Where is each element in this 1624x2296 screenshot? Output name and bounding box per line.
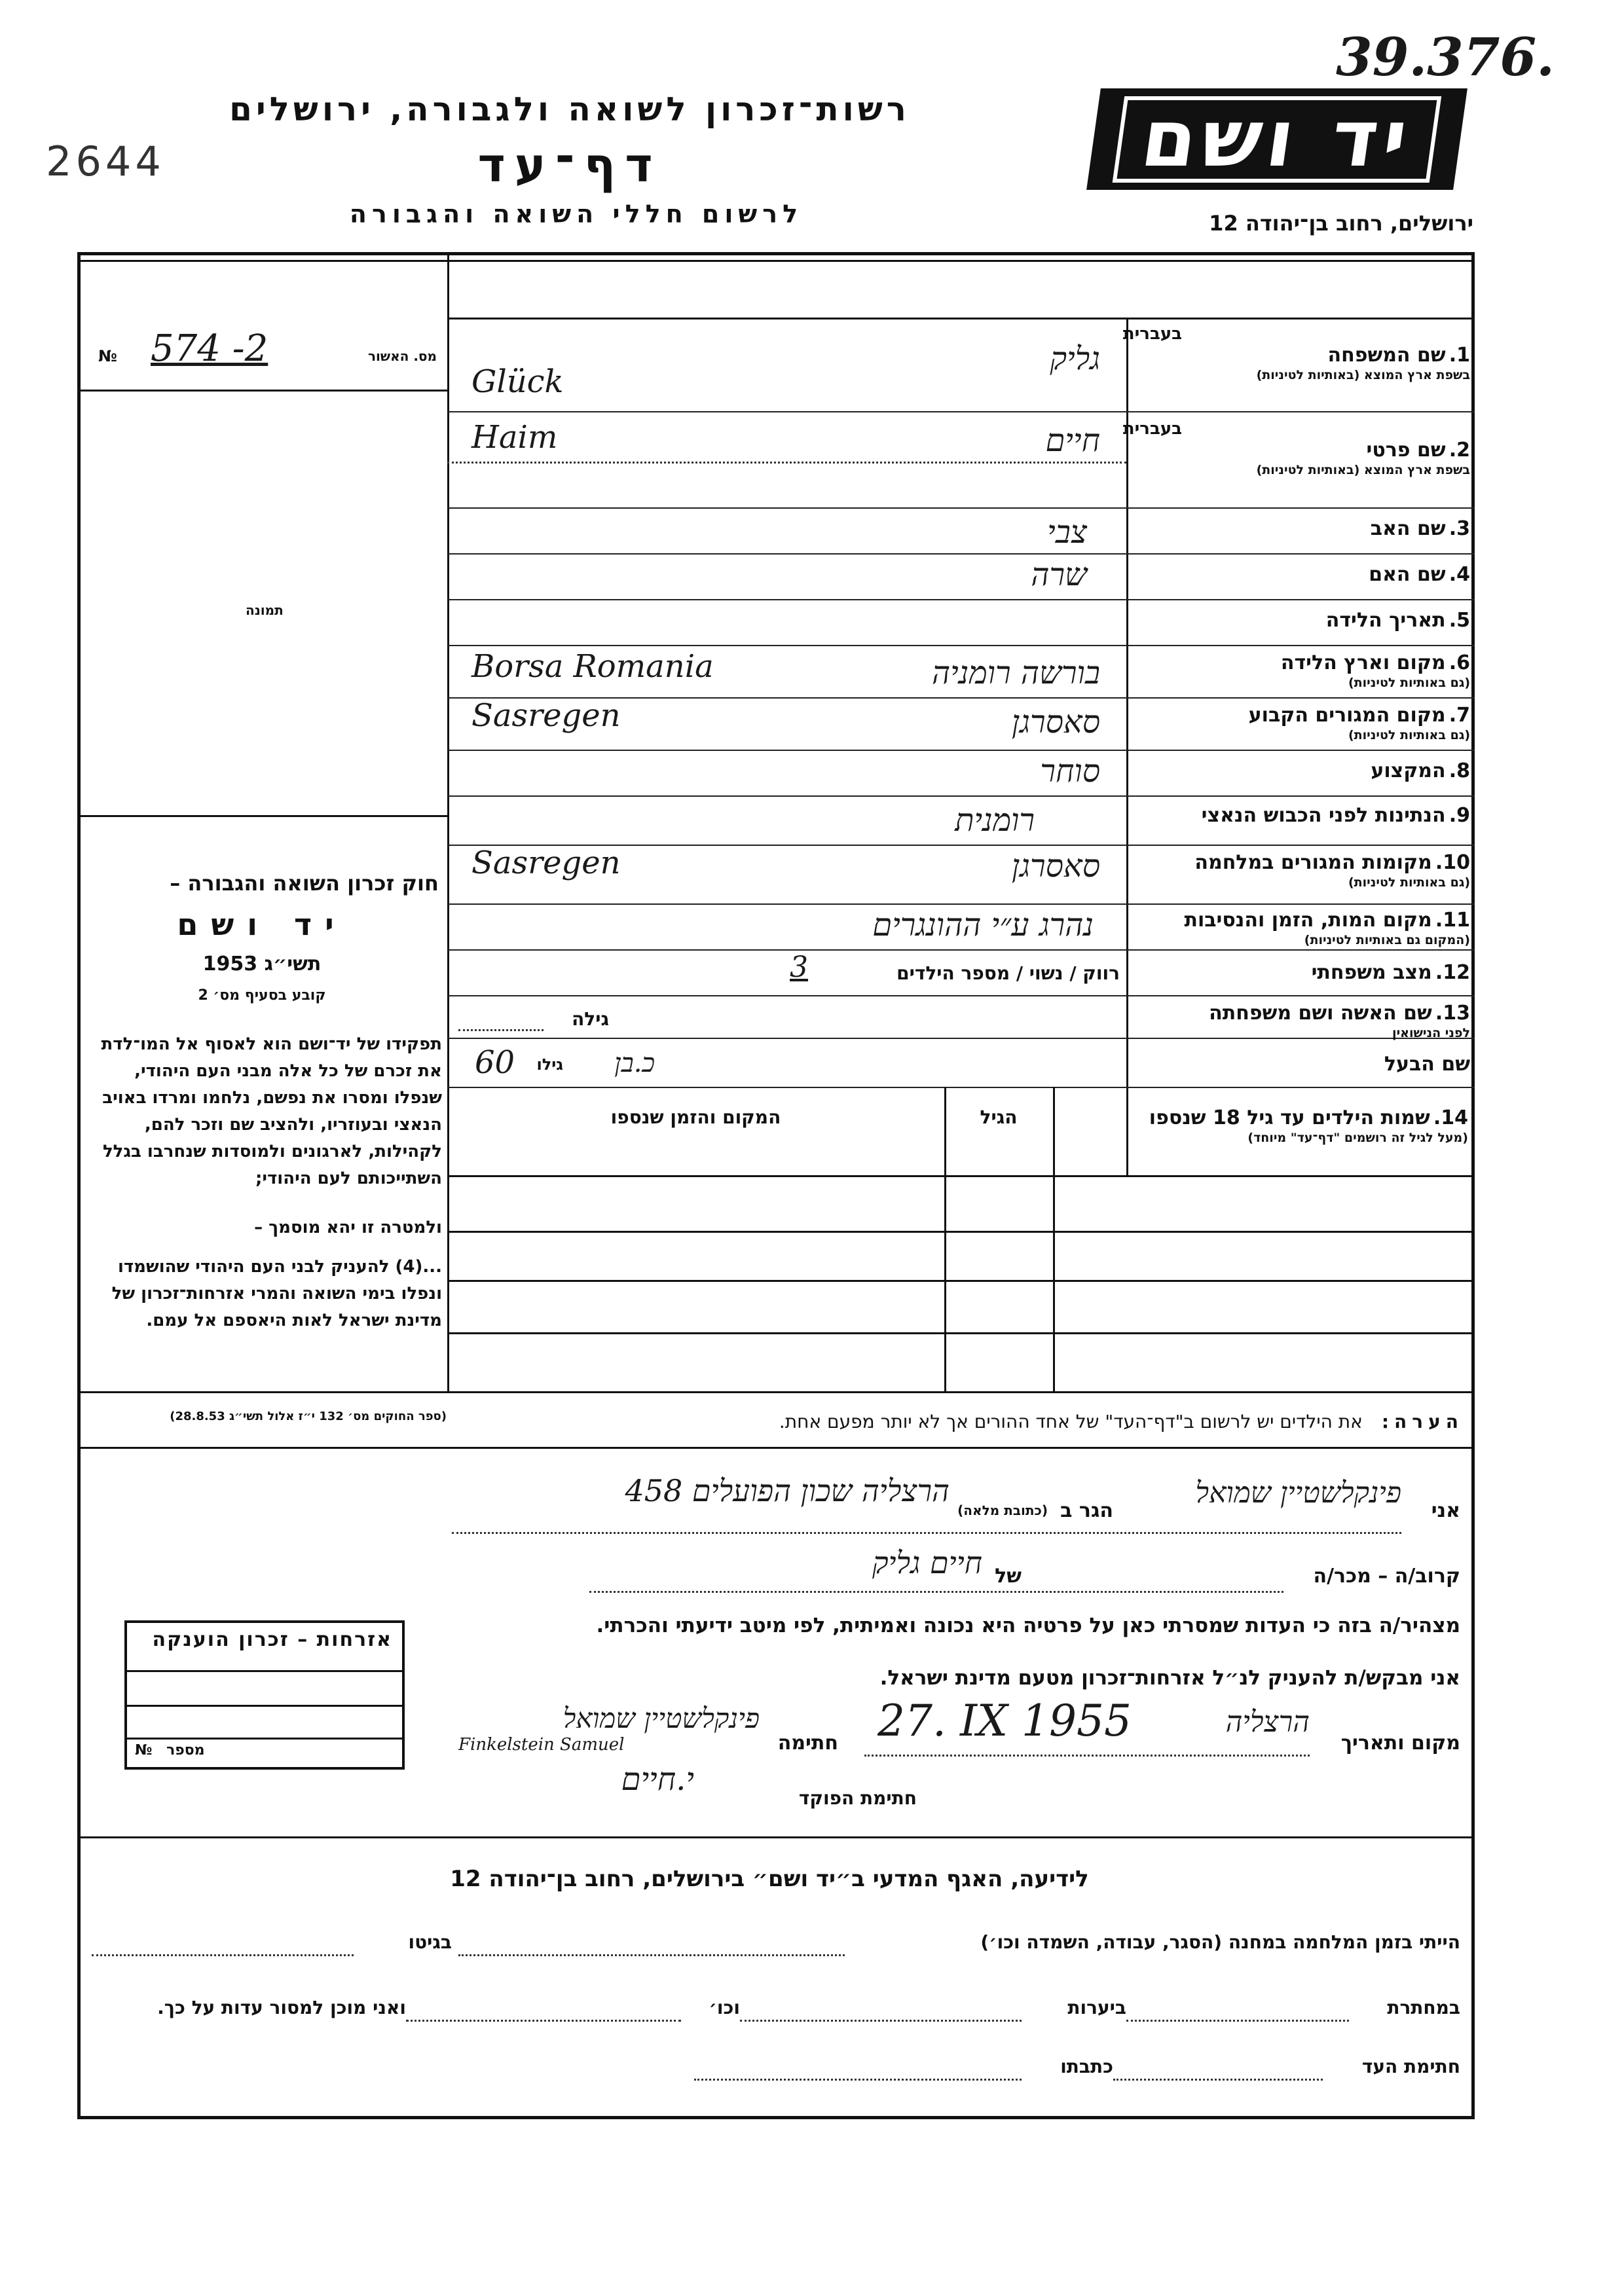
approval-value: 574 -2 xyxy=(151,327,268,370)
children-col-place: המקום והזמן שנספו xyxy=(610,1106,781,1128)
field-8-value[interactable]: סוחר xyxy=(1040,753,1100,790)
field-husband-initials[interactable]: כ.בן xyxy=(614,1048,655,1078)
footer-line-2-dots-2 xyxy=(740,2020,1022,2022)
field-10-latin[interactable]: Sasregen xyxy=(471,845,621,881)
law-clause: קובע בסעיף מס׳ 2 xyxy=(198,987,326,1004)
field-12 xyxy=(1130,961,1470,984)
field-1 xyxy=(1122,324,1470,382)
field-7-hebrew[interactable]: סאסרגן xyxy=(1011,704,1100,740)
field-7-latin[interactable]: Sasregen xyxy=(471,697,621,734)
photo-bottom xyxy=(77,815,447,817)
clerk-label: חתימת הפוקד xyxy=(798,1787,917,1809)
field-1-num: 1. xyxy=(1449,344,1470,367)
field-6-num: 6. xyxy=(1449,651,1470,674)
row-line xyxy=(447,750,1475,751)
field-10-label: מקומות המגורים במלחמה xyxy=(1194,851,1432,874)
children-bottom xyxy=(77,1391,1475,1393)
row-line xyxy=(447,1087,1475,1088)
field-9-num: 9. xyxy=(1449,804,1470,827)
footer-line-1-label: הייתי בזמן המלחמה במחנה (הסגר, עבודה, השמדה וכו׳) xyxy=(980,1931,1460,1953)
field-7-sub: (גם באותיות לטיניות) xyxy=(1348,728,1470,742)
citizenship-box xyxy=(124,1620,405,1770)
declarant-name[interactable]: פינקלשטיין שמואל xyxy=(1195,1476,1401,1510)
field-husband-age[interactable]: 60 xyxy=(475,1044,515,1081)
relation-value[interactable]: חיים גליק xyxy=(872,1545,982,1580)
row-line xyxy=(447,795,1475,797)
field-14-label: שמות הילדים עד גיל 18 שנספו xyxy=(1149,1106,1430,1129)
law-title: חוק זכרון השואה והגבורה – xyxy=(170,871,439,896)
field-12-status: רווק / נשוי / מספר הילדים xyxy=(896,962,1120,984)
law-source: (ספר החוקים מס׳ 132 י״ז אלול תשי״ג 28.8.53) xyxy=(170,1410,447,1423)
row-line xyxy=(447,645,1475,646)
citizenship-line-3 xyxy=(127,1738,402,1740)
field-8 xyxy=(1130,759,1470,782)
field-2-sub: בשפת ארץ המוצא (באותיות לטיניות) xyxy=(1256,463,1470,477)
field-1-hebrew[interactable]: גליק xyxy=(1050,340,1100,377)
footer-line-1-in: בגיטו xyxy=(408,1931,452,1953)
date-value[interactable]: 27. IX 1955 xyxy=(877,1696,1132,1746)
footer-willing: ואני מוכן למסור עדות על כך. xyxy=(157,1997,406,2018)
children-col-2 xyxy=(944,1087,946,1391)
field-12-children[interactable]: 3 xyxy=(790,951,808,984)
field-husband xyxy=(1130,1053,1470,1076)
divider-right xyxy=(1126,318,1128,1175)
row-line xyxy=(447,553,1475,555)
divider-left xyxy=(447,252,449,1391)
children-top xyxy=(447,1175,1475,1177)
citizenship-title: אזרחות – זכרון הוענקה xyxy=(152,1628,392,1651)
field-13-label: שם האשה ושם משפחתה xyxy=(1209,1002,1432,1025)
field-9 xyxy=(1130,804,1470,827)
clerk-sign[interactable]: י.חיים xyxy=(621,1761,694,1798)
law-paragraph-1b: ולמטרה זו יהא מוסמך – xyxy=(254,1218,442,1237)
field-1-latin[interactable]: Glück xyxy=(471,363,564,400)
relation-of: של xyxy=(995,1565,1022,1588)
note-bottom xyxy=(77,1447,1475,1449)
field-12-label: מצב משפחתי xyxy=(1311,961,1432,984)
declaration-bottom xyxy=(77,1836,1475,1838)
relation-label: קרוב/ה – מכר/ה xyxy=(1313,1565,1460,1588)
citizenship-no-label: מספר xyxy=(166,1742,205,1758)
field-2-latin[interactable]: Haim xyxy=(471,419,558,456)
field-6 xyxy=(1130,651,1470,690)
field-10 xyxy=(1130,851,1470,890)
citizenship-line-2 xyxy=(127,1705,402,1707)
field-6-label: מקום וארץ הלידה xyxy=(1280,651,1446,674)
declarant-address-hint: (כתובת מלאה) xyxy=(957,1503,1048,1518)
field-1-lang: בעברית xyxy=(1122,324,1182,344)
field-8-label: המקצוע xyxy=(1371,759,1446,782)
field-13-sub: לפני הנישואין xyxy=(1392,1026,1470,1040)
place-date-line xyxy=(864,1755,1310,1757)
approval-label: מס. האשור xyxy=(368,348,437,364)
field-10-sub: (גם באותיות לטיניות) xyxy=(1348,875,1470,890)
citizenship-line-1 xyxy=(127,1670,402,1672)
field-1-label: שם המשפחה xyxy=(1327,344,1446,367)
law-paragraph-2: ...(4) להעניק לבני העם היהודי שהושמדו ונפלו בימי השואה והמרי אזרחות־זכרון של מדינת ישראל לאות היאספם אל עמם. xyxy=(111,1257,442,1330)
place-date-label: מקום ותאריך xyxy=(1340,1732,1460,1755)
field-8-num: 8. xyxy=(1449,759,1470,782)
field-3 xyxy=(1130,517,1470,540)
declaration-text: מצהיר/ה בזה כי העדות שמסרתי כאן על פרטיה היא נכונה ואמיתית, לפי מיטב ידיעתי והכרתי. xyxy=(596,1614,1460,1637)
footer-witness-sign: חתימת העד xyxy=(1361,2056,1460,2077)
logo-text: יד ושם xyxy=(1113,96,1441,183)
field-6-hebrew[interactable]: בורשה רומניה xyxy=(932,655,1100,691)
field-4-value[interactable]: שרה xyxy=(1031,556,1087,593)
children-row xyxy=(447,1280,1475,1282)
field-husband-label: שם הבעל xyxy=(1384,1053,1470,1076)
children-col-age: הגיל xyxy=(980,1106,1018,1128)
row-top xyxy=(447,318,1475,319)
field-14-sub: (מעל לגיל זה רושמים "דף־עד" מיוחד) xyxy=(1247,1131,1468,1145)
field-2 xyxy=(1122,419,1470,477)
place-value[interactable]: הרצליה xyxy=(1225,1705,1310,1739)
field-5-num: 5. xyxy=(1449,609,1470,632)
footer-etc: וכו׳ xyxy=(709,1997,740,2018)
law-name: יד ושם xyxy=(177,907,347,942)
declarant-resident: הגר ב xyxy=(1060,1499,1113,1522)
footer-line-2-dots-3 xyxy=(406,2020,681,2022)
row-line xyxy=(447,507,1475,509)
signature[interactable]: פינקלשטיין שמואל xyxy=(563,1702,760,1734)
stamp-number: 2644 xyxy=(46,137,165,185)
field-1-sub: בשפת ארץ המוצא (באותיות לטיניות) xyxy=(1256,368,1470,382)
field-14 xyxy=(1056,1106,1468,1145)
footer-line-2-dots-1 xyxy=(1126,2020,1349,2022)
field-4-num: 4. xyxy=(1449,563,1470,586)
field-6-sub: (גם באותיות לטיניות) xyxy=(1348,676,1470,690)
field-14-num: 14. xyxy=(1433,1106,1468,1129)
field-7-label: מקום המגורים הקבוע xyxy=(1248,704,1446,727)
field-11-sub: (המקום גם באותיות לטיניות) xyxy=(1304,933,1470,947)
field-2-num: 2. xyxy=(1449,439,1470,462)
field-11 xyxy=(1130,909,1470,947)
field-2-hebrew[interactable]: חיים xyxy=(1045,422,1100,459)
footer-address: כתבתו xyxy=(1060,2056,1113,2077)
field-13-age-label: גילה xyxy=(572,1008,609,1030)
field-9-label: הנתינות לפני הכבוש הנאצי xyxy=(1201,804,1446,827)
declarant-i-am: אני xyxy=(1431,1499,1460,1522)
field-11-value[interactable]: נהרג ע״י ההונגרים xyxy=(872,907,1094,943)
row-line xyxy=(447,599,1475,600)
photo-label: תמונה xyxy=(246,602,284,618)
footer-forests: ביערות xyxy=(1067,1997,1126,2018)
field-13-age-line xyxy=(458,1029,544,1031)
field-3-label: שם האב xyxy=(1370,517,1446,540)
form-title: דף־עד xyxy=(477,137,662,192)
children-row xyxy=(447,1332,1475,1334)
footer-title: לידיעה, האגף המדעי ב״יד ושם״ בירושלים, רחוב בן־יהודה 12 xyxy=(450,1866,1089,1892)
field-3-value[interactable]: צבי xyxy=(1047,514,1087,551)
field-4-label: שם האם xyxy=(1369,563,1446,586)
field-9-value[interactable]: רומנית xyxy=(955,802,1035,839)
field-5 xyxy=(1130,609,1470,632)
field-13 xyxy=(1130,1002,1470,1040)
children-col-1 xyxy=(1053,1087,1055,1391)
approval-number-field xyxy=(85,327,442,380)
archive-number: 39.376. xyxy=(1336,26,1555,88)
latin-line xyxy=(447,462,1126,464)
field-2-label: שם פרטי xyxy=(1366,439,1446,462)
photo-area xyxy=(82,393,445,812)
field-4 xyxy=(1130,563,1470,586)
form-subtitle: לרשום חללי השואה והגבורה xyxy=(349,200,803,228)
signature-label: חתימה xyxy=(777,1732,838,1755)
footer-line-3-dots-2 xyxy=(694,2079,1022,2081)
field-husband-age-label: גילו xyxy=(536,1055,563,1074)
row-line xyxy=(447,903,1475,905)
law-paragraph-1: תפקידו של יד־ושם הוא לאסוף אל המו־לדת את זכרם של כל אלה מבני העם היהודי, שנפלו ומסרו את נפשם, נלחמו ומרדו באויב הנאצי ובעוזריו, ולהציב שם וזכר להם, לקהילות, לארגונים ולמוסדות שנחרבו בגלל השתייכותם לעם היהודי; xyxy=(101,1034,442,1188)
field-10-hebrew[interactable]: סאסרגן xyxy=(1011,848,1100,884)
footer-line-1-dots xyxy=(458,1954,845,1956)
declarant-address[interactable]: הרצליה שכון הפועלים 458 xyxy=(625,1473,950,1508)
law-year: תשי״ג 1953 xyxy=(202,953,322,975)
field-10-num: 10. xyxy=(1435,851,1470,874)
row-line xyxy=(447,995,1475,996)
field-2-lang: בעברית xyxy=(1122,419,1182,439)
citizenship-no-prefix: № xyxy=(135,1742,153,1758)
row-line xyxy=(447,949,1475,951)
field-12-num: 12. xyxy=(1435,961,1470,984)
note xyxy=(452,1411,1464,1432)
org-name: רשות־זכרון לשואה ולגבורה, ירושלים xyxy=(229,90,910,128)
field-11-label: מקום המות, הזמן והנסיבות xyxy=(1184,909,1432,932)
field-6-latin[interactable]: Borsa Romania xyxy=(471,648,714,685)
declarant-line xyxy=(452,1532,1401,1534)
children-row xyxy=(447,1231,1475,1233)
approval-line xyxy=(77,390,447,392)
signature-latin[interactable]: Finkelstein Samuel xyxy=(458,1735,625,1755)
field-11-num: 11. xyxy=(1435,909,1470,932)
note-text: את הילדים יש לרשום ב"דף־העד" של אחד ההורים אך לא יותר מפעם אחת. xyxy=(779,1411,1363,1432)
approval-no-symbol: № xyxy=(98,347,117,365)
footer-line-3-dots-1 xyxy=(1113,2079,1323,2081)
footer-line-1-dots-2 xyxy=(92,1954,354,1956)
field-3-num: 3. xyxy=(1449,517,1470,540)
row-line xyxy=(447,411,1475,412)
frame-top-double xyxy=(77,260,1475,262)
note-label: הערה: xyxy=(1381,1411,1464,1432)
yad-vashem-logo xyxy=(1086,88,1467,190)
field-13-num: 13. xyxy=(1435,1002,1470,1025)
request-text: אני מבקש/ת להעניק לנ״ל אזרחות־זכרון מטעם מדינת ישראל. xyxy=(879,1666,1460,1690)
field-7-num: 7. xyxy=(1449,704,1470,727)
footer-underground: במחתרת xyxy=(1387,1997,1460,2018)
field-5-label: תאריך הלידה xyxy=(1325,609,1446,632)
relation-line xyxy=(589,1591,1283,1593)
header-address: ירושלים, רחוב בן־יהודה 12 xyxy=(1209,211,1473,236)
field-7 xyxy=(1130,704,1470,742)
